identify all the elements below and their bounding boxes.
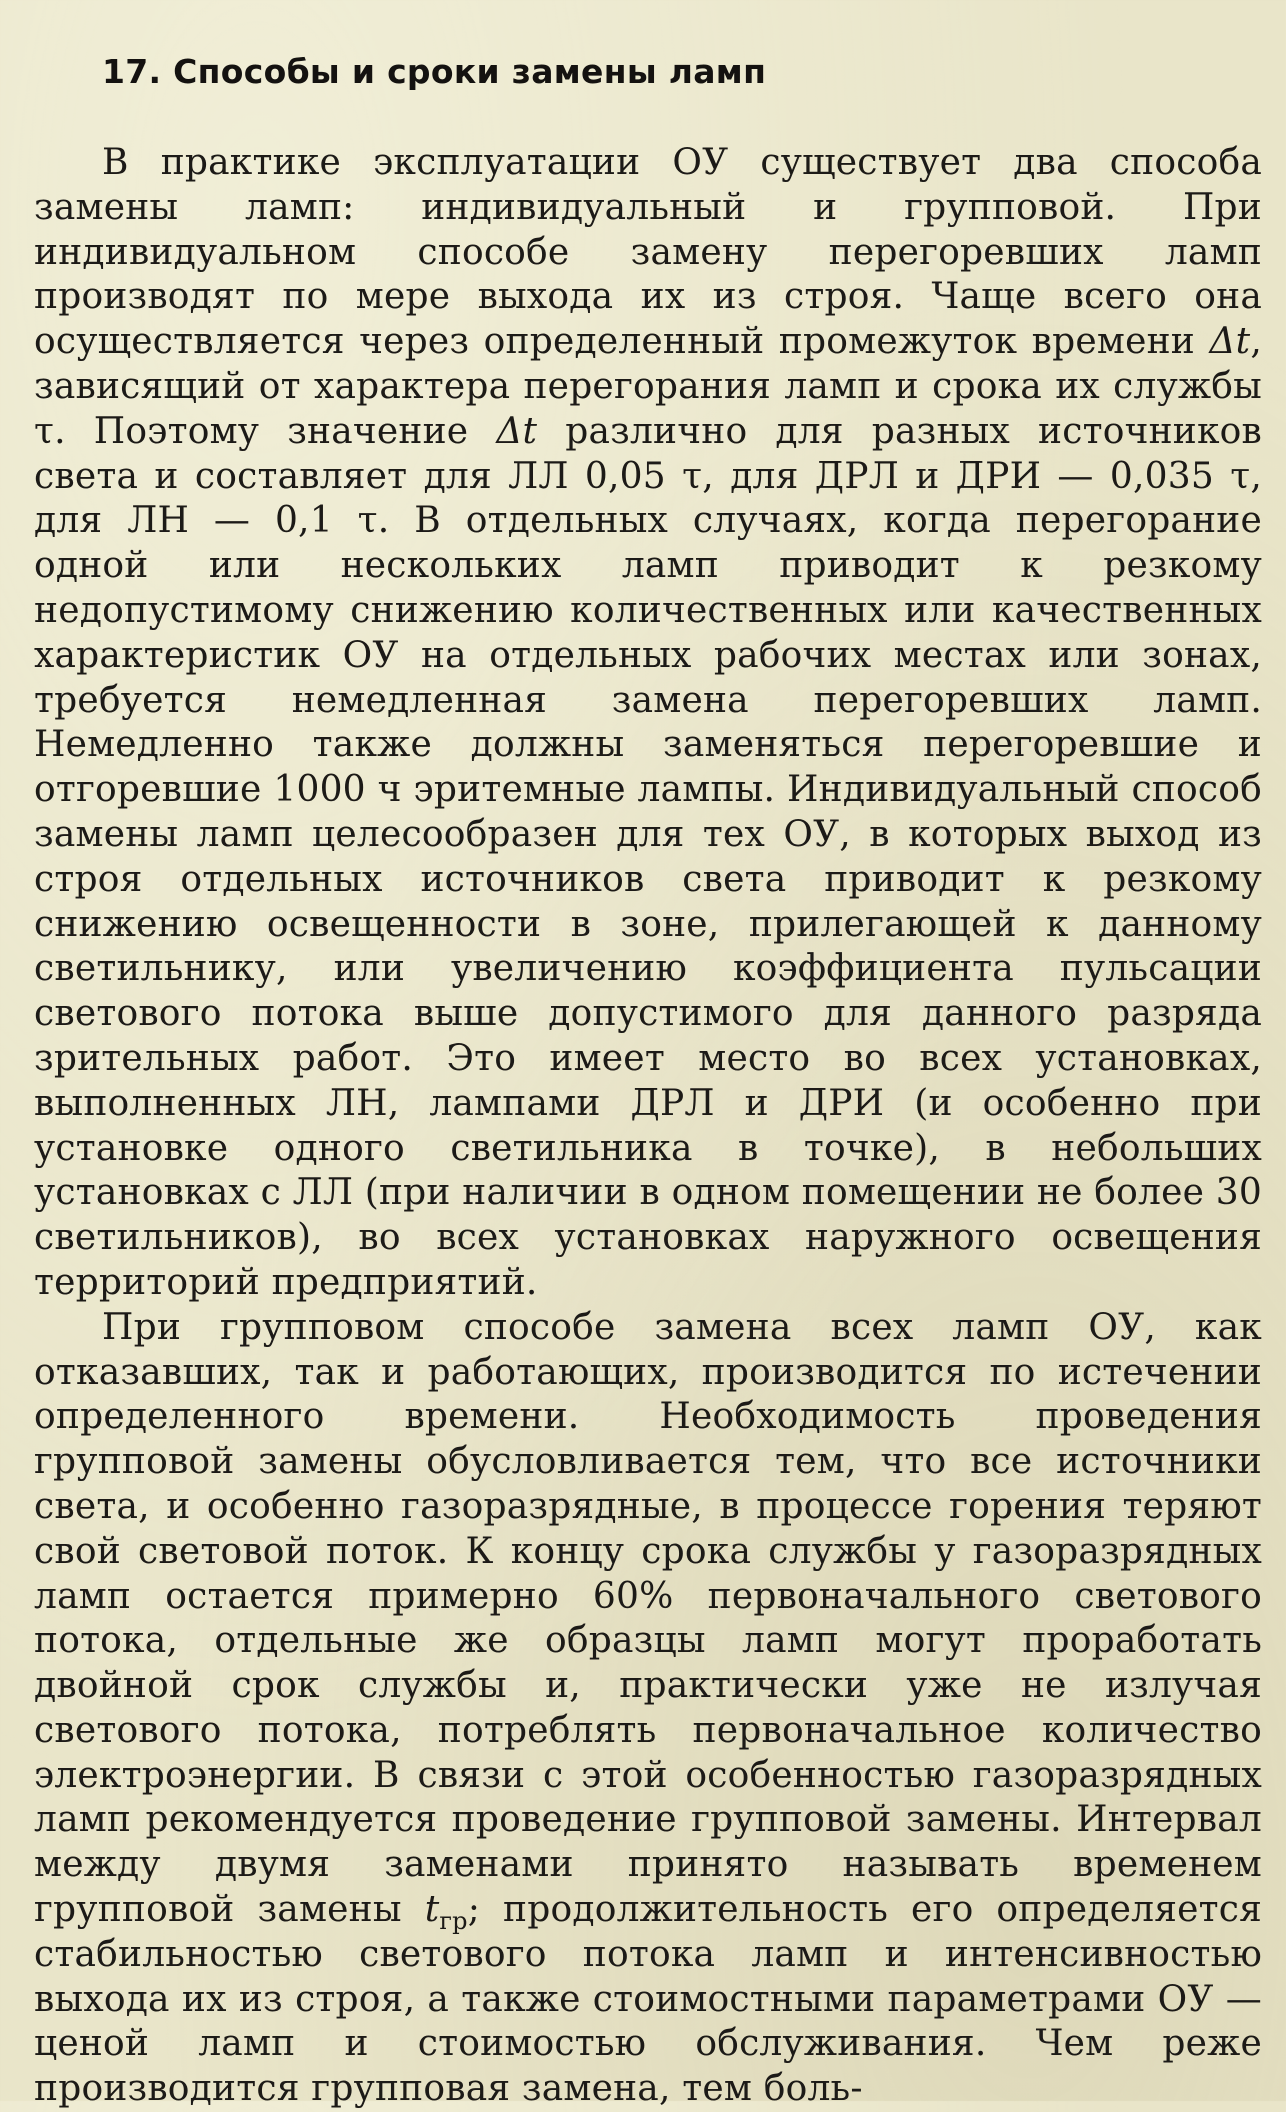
subscript: гр (439, 1907, 468, 1936)
text-run: , зависящий от характера перегорания ламп и срока их службы τ. Поэтому значение (34, 321, 1262, 452)
text-run: При групповом способе замена всех ламп ОУ, как отказавших, так и работающих, производится по истечении определенного времени. Необходимость проведения групповой замены обусловливается тем, что все источники света, и особенно газоразрядные, в процессе горения теряют свой световой поток. К концу срока службы у газоразрядных ламп остается примерно 60% первоначального светового потока, отдельные же образцы ламп могут проработать двойной срок службы и, практически уже не излучая светового потока, потреблять первоначальное количество электроэнергии. В связи с этой особенностью газоразрядных ламп рекомендуется проведение групповой замены. Интервал между двумя заменами принято называть временем групповой замены (34, 1306, 1262, 1931)
math-symbol: t (424, 1889, 440, 1931)
section-title: Способы и сроки замены ламп (173, 52, 767, 91)
paragraph (34, 1306, 1262, 2112)
body-text (34, 141, 1262, 2112)
math-symbol: Δt (496, 410, 538, 452)
text-run: ; продолжительность его определяется стабильностью светового потока ламп и интенсивностью выхода их из строя, а также стоимостными параметрами ОУ — ценой ламп и стоимостью обслуживания. Чем реже производится групповая замена, тем боль- (34, 1889, 1262, 2110)
section-heading (102, 52, 1262, 91)
section-number: 17. (102, 52, 162, 91)
paragraph (34, 141, 1262, 1306)
math-symbol: Δt (1209, 321, 1251, 363)
text-run: В практике эксплуатации ОУ существует два способа замены ламп: индивидуальный и групповой. При индивидуальном способе замену перегоревших ламп производят по мере выхода их из строя. Чаще всего она осуществляется через определенный промежуток времени (34, 142, 1262, 363)
text-run: различно для разных источников света и составляет для ЛЛ 0,05 τ, для ДРЛ и ДРИ — 0,035 τ, для ЛН — 0,1 τ. В отдельных случаях, когда перегорание одной или нескольких ламп приводит к резкому недопустимому снижению количественных или качественных характеристик ОУ на отдельных рабочих местах или зонах, требуется немедленная замена перегоревших ламп. Немедленно также должны заменяться перегоревшие и отгоревшие 1000 ч эритемные лампы. Индивидуальный способ замены ламп целесообразен для тех ОУ, в которых выход из строя отдельных источников света приводит к резкому снижению освещенности в зоне, прилегающей к данному светильнику, или увеличению коэффициента пульсации светового потока выше допустимого для данного разряда зрительных работ. Это имеет место во всех установках, выполненных ЛН, лампами ДРЛ и ДРИ (и особенно при установке одного светильника в точке), в небольших установках с ЛЛ (при наличии в одном помещении не более 30 светильников), во всех установках наружного освещения территорий предприятий. (34, 410, 1263, 1303)
